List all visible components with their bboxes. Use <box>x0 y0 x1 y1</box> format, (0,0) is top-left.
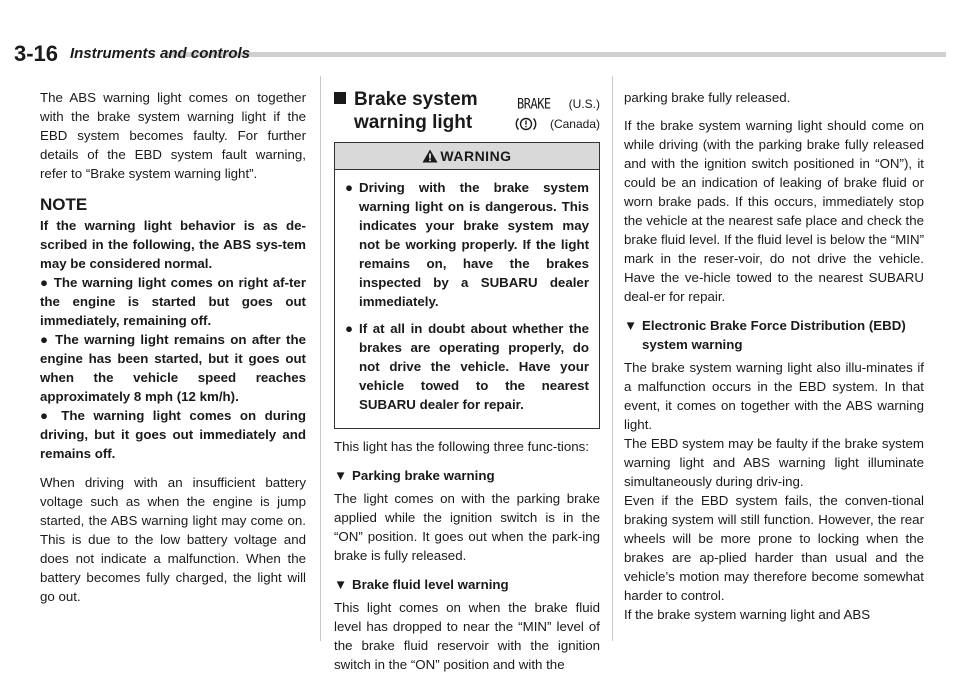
column-2 <box>334 88 600 683</box>
brake-warning-icon <box>512 116 540 132</box>
column-3 <box>624 88 924 633</box>
warning-body <box>335 170 599 428</box>
indicator-canada: (Canada) <box>512 114 600 134</box>
ebd-paragraph-3: Even if the EBD system fails, the conven-tional braking system will still function. However, the rear wheels will be more prone to locking when the brakes are ap-plied harder than usual and the vehicle’s motion may therefore become somewhat harder to control. <box>624 493 924 603</box>
driving-warning-paragraph: If the brake system warning light should come on while driving (with the parking brake fully released and with the ignition switch positioned in “ON”), it could be an indication of leaking of brake fluid or worn brake pads. If this occurs, immediately stop the vehicle at the nearest safe place and check the brake fluid level. If the fluid level is below the “MIN” mark in the reser-voir, do not drive the vehicle. Have the ve-hicle towed to the nearest SUBARU deal-er for repair. <box>624 118 924 304</box>
subheading-fluid-level: ▼ Brake fluid level warning <box>334 577 509 592</box>
column-divider-2 <box>612 76 613 641</box>
warning-item: ● Driving with the brake system warning light on is dangerous. This indicates your brake system may not be working properly. If the light remains on, have the brakes inspected by a SUBARU dealer immediately. <box>345 180 589 309</box>
warning-item: ● If at all in doubt about whether the brakes are operating properly, do not drive the vehicle. Have your vehicle towed to the nearest SUBARU dealer for repair. <box>345 321 589 412</box>
warning-box <box>334 142 600 429</box>
column-divider-1 <box>320 76 321 641</box>
note-block <box>40 216 306 463</box>
subheading-parking-brake: ▼ Parking brake warning <box>334 468 495 483</box>
note-title: NOTE <box>40 195 88 214</box>
column-1 <box>40 88 306 615</box>
section-title: Instruments and controls <box>70 45 251 62</box>
indicator-symbols <box>512 94 600 134</box>
parking-brake-paragraph: The light comes on with the parking brake applied while the ignition switch is in the “ON” position. It goes out when the park-ing brake is fully released. <box>334 491 600 563</box>
battery-paragraph: When driving with an insufficient battery voltage such as when the engine is jump started, the ABS warning light may come on. This is due to the low battery voltage and does not indicate a malfunction. When the battery becomes fully charged, the light will go out. <box>40 475 306 604</box>
brake-heading-row <box>334 88 600 134</box>
note-bullet: ● The warning light comes on during driving, but it goes out immediately and remains off. <box>40 408 306 461</box>
ebd-paragraph-2: The EBD system may be faulty if the brake system warning light and ABS warning light illuminate simultaneously during driv-ing. <box>624 436 924 489</box>
fluid-level-paragraph: This light comes on when the brake fluid level has dropped to near the “MIN” level of the brake fluid reservoir with the ignition switch in the “ON” position and with the <box>334 600 600 672</box>
warning-header: WARNING <box>335 143 599 170</box>
page-number: 3-16 <box>14 41 59 66</box>
note-lead: If the warning light behavior is as de-scribed in the following, the ABS sys-tem may be considered normal. <box>40 218 306 271</box>
down-triangle-icon: ▼ <box>334 468 348 483</box>
subheading-ebd: ▼ Electronic Brake Force Distribution (EBD) system warning <box>624 318 906 352</box>
note-bullet: ● The warning light comes on right af-ter the engine is started but goes out immediately, remaining off. <box>40 275 306 328</box>
note-bullet: ● The warning light remains on after the engine has been started, but it goes out when the vehicle speed reaches approximately 8 mph (12 km/h). <box>40 332 306 404</box>
header-rule <box>166 52 946 57</box>
square-bullet-icon <box>334 92 346 104</box>
continued-paragraph: parking brake fully released. <box>624 90 791 105</box>
warning-triangle-icon <box>422 149 438 163</box>
ebd-paragraph-1: The brake system warning light also illu-minates if a malfunction occurs in the EBD system. In that event, it comes on together with the ABS warning light. <box>624 360 924 432</box>
brake-system-heading: Brake system warning light <box>334 88 478 134</box>
down-triangle-icon: ▼ <box>624 318 638 333</box>
indicator-us: BRAKE (U.S.) <box>512 94 600 114</box>
abs-ebd-paragraph: The ABS warning light comes on together with the brake system warning light if the EBD system becomes faulty. For further details of the EBD system fault warning, refer to “Brake system warning light”. <box>40 90 306 181</box>
down-triangle-icon: ▼ <box>334 577 348 592</box>
functions-intro: This light has the following three func-tions: <box>334 439 589 454</box>
page-header <box>14 40 946 68</box>
ebd-paragraph-4: If the brake system warning light and ABS <box>624 607 871 622</box>
brake-text-symbol: BRAKE <box>517 95 551 113</box>
